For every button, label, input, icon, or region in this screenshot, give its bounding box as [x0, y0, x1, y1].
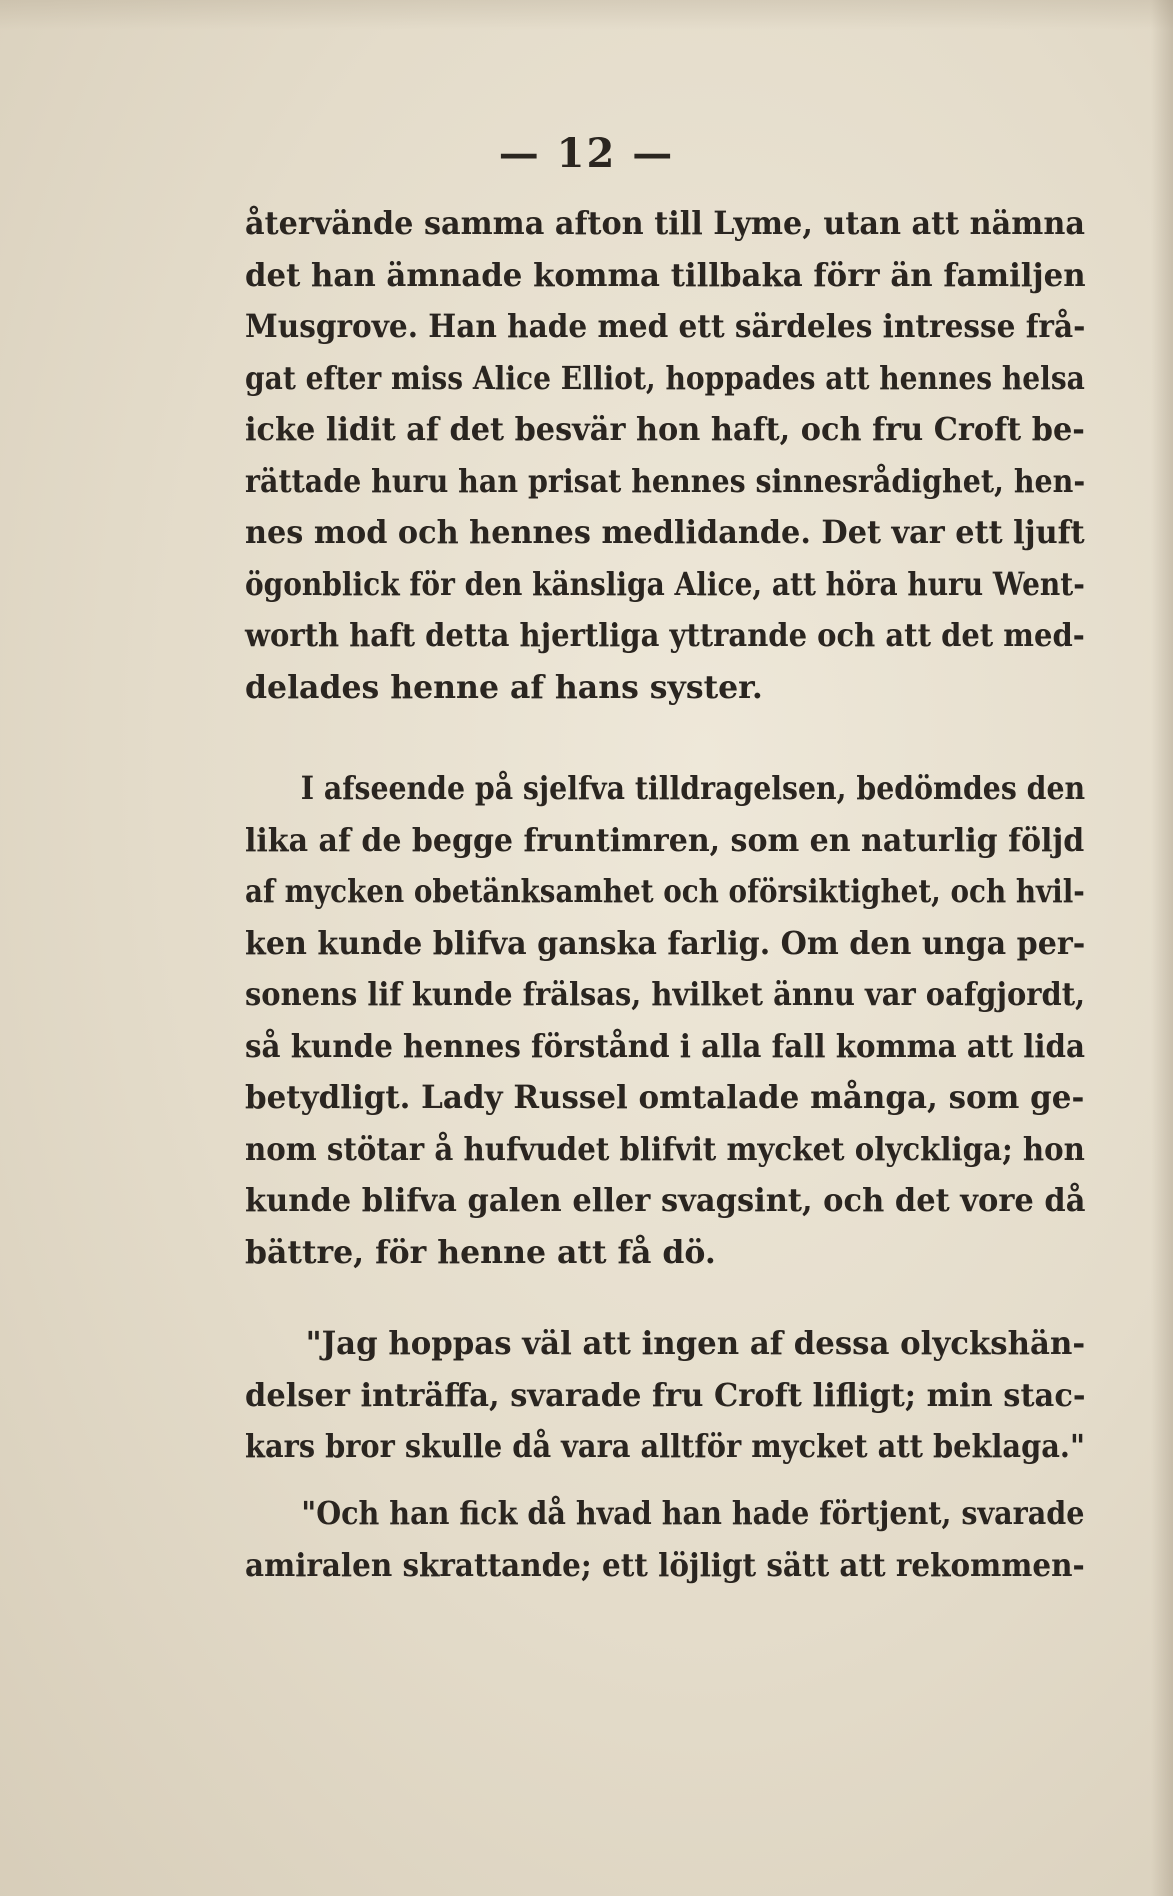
text-line: worth haft detta hjertliga yttrande och att det med- [245, 617, 1085, 654]
paragraph-4 [245, 1488, 1085, 1591]
paragraph-2 [245, 763, 1085, 1278]
text-line: så kunde hennes förstånd i alla fall komma att lida [245, 1027, 1085, 1065]
text-line: I afseende på sjelfva tilldragelsen, bedömdes den [300, 770, 1086, 807]
text-line: amiralen skrattande; ett löjligt sätt att rekommen- [245, 1546, 1085, 1584]
text-line: rättade huru han prisat hennes sinnesrådighet, hen- [245, 462, 1086, 500]
text-line: "Och han fick då hvad han hade förtjent, svarade [301, 1495, 1085, 1532]
text-line: ögonblick för den känsliga Alice, att höra huru Went- [245, 565, 1085, 603]
page-edge-shadow [1151, 0, 1173, 1896]
text-line: icke lidit af det besvär hon haft, och fru Croft be- [245, 411, 1085, 448]
text-line: lika af de begge fruntimren, som en naturlig följd [245, 821, 1085, 859]
text-line: sonens lif kunde frälsas, hvilket ännu var oafgjordt, [245, 976, 1086, 1013]
text-line: af mycken obetänksamhet och oförsiktighet, och hvil- [245, 873, 1085, 910]
paragraph-1 [245, 198, 1085, 713]
text-line: betydligt. Lady Russel omtalade många, som ge- [245, 1079, 1085, 1116]
text-line: delades henne af hans syster. [245, 668, 763, 706]
text-line: återvände samma afton till Lyme, utan att nämna [245, 205, 1085, 242]
text-line: ken kunde blifva ganska farlig. Om den unga per- [245, 924, 1086, 962]
text-line: kars bror skulle då vara alltför mycket att beklaga." [245, 1428, 1085, 1465]
text-line: det han ämnade komma tillbaka förr än familjen [245, 256, 1086, 294]
text-line: kunde blifva galen eller svagsint, och det vore då [245, 1182, 1086, 1219]
text-line: gat efter miss Alice Elliot, hoppades att hennes helsa [245, 359, 1085, 397]
page-top-shadow [0, 0, 1173, 30]
page-number: — 12 — [498, 130, 675, 177]
paragraph-3 [245, 1318, 1085, 1473]
text-line: nom stötar å hufvudet blifvit mycket olyckliga; hon [245, 1130, 1085, 1168]
text-line: nes mod och hennes medlidande. Det var ett ljuft [245, 514, 1085, 551]
text-line: "Jag hoppas väl att ingen af dessa olyckshän- [305, 1325, 1086, 1362]
text-line: bättre, för henne att få dö. [245, 1233, 716, 1271]
text-line: Musgrove. Han hade med ett särdeles intresse frå- [245, 308, 1086, 345]
text-line: delser inträffa, svarade fru Croft lifligt; min stac- [245, 1376, 1086, 1414]
